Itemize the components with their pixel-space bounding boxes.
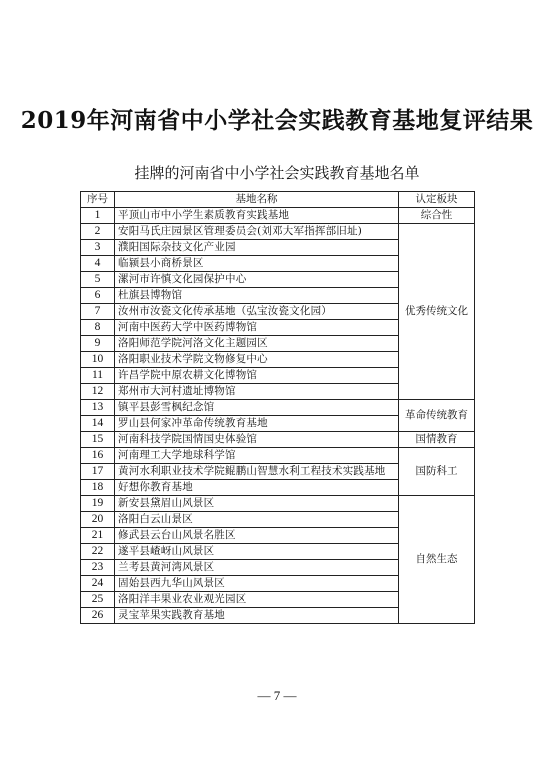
base-name: 洛阳洋丰果业农业观光园区 xyxy=(115,592,399,608)
table-header-row xyxy=(81,192,475,208)
base-name: 濮阳国际杂技文化产业园 xyxy=(115,240,399,256)
table-row xyxy=(81,400,475,416)
base-name: 兰考县黄河湾风景区 xyxy=(115,560,399,576)
row-number: 18 xyxy=(81,480,115,496)
row-number: 23 xyxy=(81,560,115,576)
base-roster-table xyxy=(80,191,475,624)
row-number: 5 xyxy=(81,272,115,288)
base-name: 河南理工大学地球科学馆 xyxy=(115,448,399,464)
row-number: 26 xyxy=(81,608,115,624)
table-row xyxy=(81,432,475,448)
base-name: 洛阳师范学院河洛文化主题园区 xyxy=(115,336,399,352)
row-number: 15 xyxy=(81,432,115,448)
row-number: 2 xyxy=(81,224,115,240)
category-cell: 自然生态 xyxy=(399,496,475,624)
table-row xyxy=(81,224,475,240)
row-number: 11 xyxy=(81,368,115,384)
base-name: 灵宝苹果实践教育基地 xyxy=(115,608,399,624)
table-body xyxy=(81,208,475,624)
table-row xyxy=(81,448,475,464)
row-number: 3 xyxy=(81,240,115,256)
base-name: 好想你教育基地 xyxy=(115,480,399,496)
base-name: 修武县云台山风景名胜区 xyxy=(115,528,399,544)
row-number: 10 xyxy=(81,352,115,368)
base-name: 河南科技学院国情国史体验馆 xyxy=(115,432,399,448)
base-name: 固始县西九华山风景区 xyxy=(115,576,399,592)
base-name: 郑州市大河村遗址博物馆 xyxy=(115,384,399,400)
row-number: 1 xyxy=(81,208,115,224)
base-name: 临颍县小商桥景区 xyxy=(115,256,399,272)
base-name: 许昌学院中原农耕文化博物馆 xyxy=(115,368,399,384)
row-number: 13 xyxy=(81,400,115,416)
header-name: 基地名称 xyxy=(115,192,399,208)
header-num: 序号 xyxy=(81,192,115,208)
row-number: 8 xyxy=(81,320,115,336)
row-number: 21 xyxy=(81,528,115,544)
base-name: 洛阳职业技术学院文物修复中心 xyxy=(115,352,399,368)
category-cell: 国情教育 xyxy=(399,432,475,448)
list-title: 挂牌的河南省中小学社会实践教育基地名单 xyxy=(134,164,420,182)
category-cell: 国防科工 xyxy=(399,448,475,496)
base-name: 罗山县何家冲革命传统教育基地 xyxy=(115,416,399,432)
base-name: 安阳马氏庄园景区管理委员会(刘邓大军指挥部旧址) xyxy=(115,224,399,240)
table-row xyxy=(81,496,475,512)
row-number: 4 xyxy=(81,256,115,272)
base-name: 平顶山市中小学生素质教育实践基地 xyxy=(115,208,399,224)
base-name: 漯河市许慎文化园保护中心 xyxy=(115,272,399,288)
row-number: 22 xyxy=(81,544,115,560)
row-number: 19 xyxy=(81,496,115,512)
row-number: 12 xyxy=(81,384,115,400)
row-number: 16 xyxy=(81,448,115,464)
base-name: 杜旗县博物馆 xyxy=(115,288,399,304)
row-number: 25 xyxy=(81,592,115,608)
base-name: 镇平县彭雪枫纪念馆 xyxy=(115,400,399,416)
base-name: 洛阳白云山景区 xyxy=(115,512,399,528)
table-row xyxy=(81,208,475,224)
row-number: 7 xyxy=(81,304,115,320)
base-name: 黄河水利职业技术学院鲲鹏山智慧水利工程技术实践基地 xyxy=(115,464,399,480)
base-name: 遂平县嵖岈山风景区 xyxy=(115,544,399,560)
document-title: 2019年河南省中小学社会实践教育基地复评结果 xyxy=(20,107,534,134)
base-name: 河南中医药大学中医药博物馆 xyxy=(115,320,399,336)
row-number: 14 xyxy=(81,416,115,432)
page-number: — 7 — xyxy=(257,688,297,703)
base-name: 汝州市汝瓷文化传承基地（弘宝汝瓷文化园） xyxy=(115,304,399,320)
row-number: 17 xyxy=(81,464,115,480)
base-name: 新安县黛眉山风景区 xyxy=(115,496,399,512)
row-number: 6 xyxy=(81,288,115,304)
row-number: 20 xyxy=(81,512,115,528)
category-cell: 革命传统教育 xyxy=(399,400,475,432)
category-cell: 优秀传统文化 xyxy=(399,224,475,400)
row-number: 9 xyxy=(81,336,115,352)
row-number: 24 xyxy=(81,576,115,592)
category-cell: 综合性 xyxy=(399,208,475,224)
header-category: 认定板块 xyxy=(399,192,475,208)
